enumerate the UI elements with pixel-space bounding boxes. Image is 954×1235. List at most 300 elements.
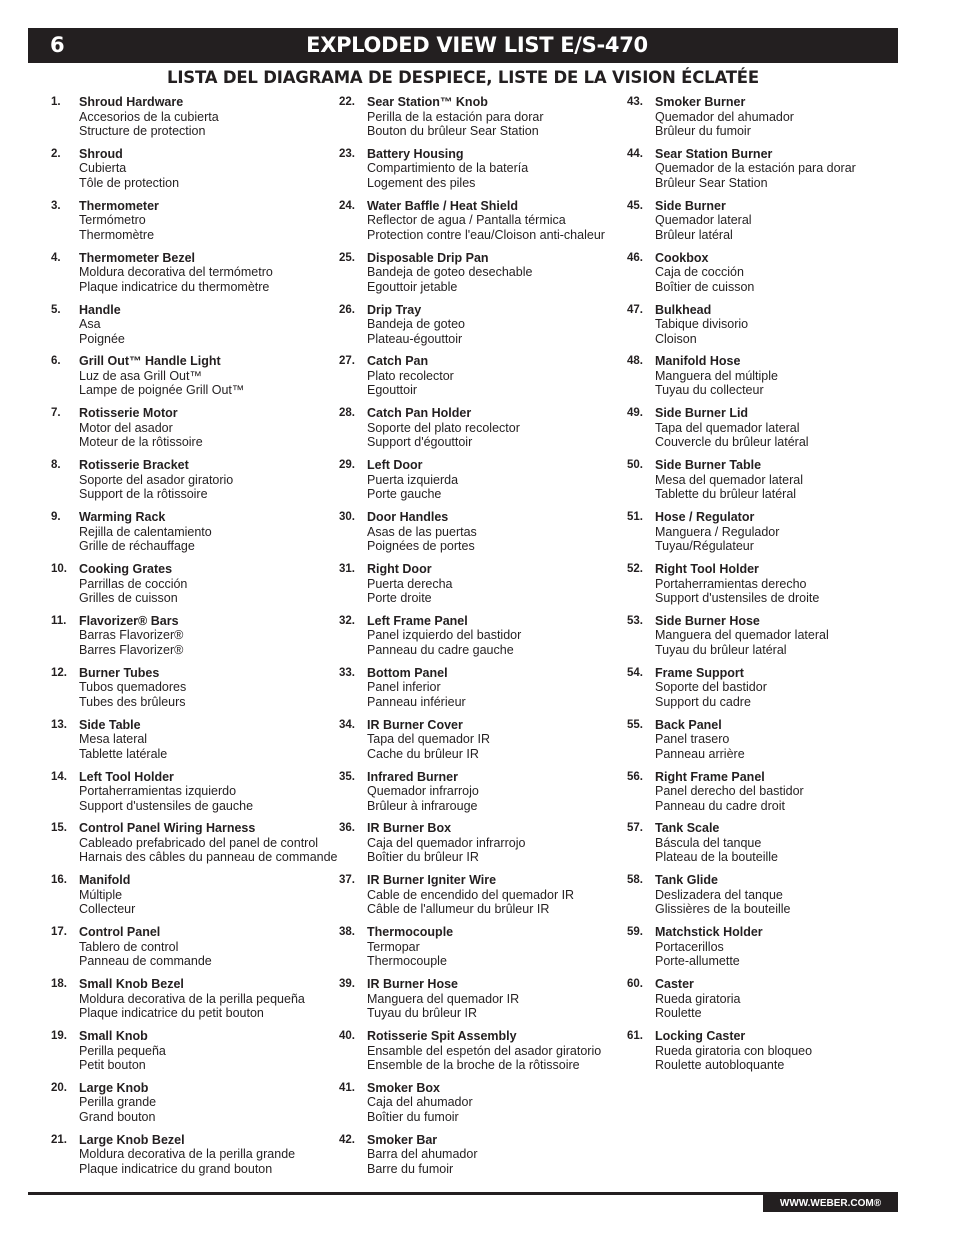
part-name-french: Panneau inférieur: [367, 694, 466, 709]
part-number: 18.: [51, 978, 67, 991]
part-names: [79, 406, 203, 450]
part-number: 5.: [51, 303, 61, 316]
part-name-english: Control Panel: [79, 925, 161, 940]
part-number: 44.: [627, 147, 643, 160]
part-name-english: Control Panel Wiring Harness: [79, 821, 256, 836]
part-names: [367, 666, 466, 710]
part-name-spanish: Soporte del plato recolector: [367, 420, 520, 435]
part-name-french: Support d'ustensiles de droite: [655, 591, 820, 606]
part-name-french: Egouttoir jetable: [367, 279, 458, 294]
part-names: [367, 1029, 601, 1073]
part-name-spanish: Tubos quemadores: [79, 680, 187, 695]
part-list-item: [51, 925, 336, 977]
part-list-item: [51, 458, 336, 510]
part-list-item: [51, 562, 336, 614]
part-names: [367, 199, 605, 243]
part-names: [367, 873, 574, 917]
part-list-item: [627, 510, 897, 562]
part-name-spanish: Cableado prefabricado del panel de control: [79, 835, 319, 850]
part-list-item: [51, 354, 336, 406]
part-number: 7.: [51, 407, 61, 420]
part-list-item: [51, 251, 336, 303]
part-name-english: Frame Support: [655, 665, 744, 680]
part-list-item: [339, 562, 624, 614]
part-number: 32.: [339, 614, 355, 627]
part-names: [79, 1081, 156, 1125]
part-name-spanish: Soporte del bastidor: [655, 680, 767, 695]
part-name-french: Porte gauche: [367, 487, 442, 502]
part-name-french: Support de la rôtissoire: [79, 487, 208, 502]
part-list-item: [627, 251, 897, 303]
part-list-item: [51, 770, 336, 822]
part-number: 52.: [627, 563, 643, 576]
part-list-item: [51, 1081, 336, 1133]
part-name-english: Bottom Panel: [367, 665, 448, 680]
part-number: 9.: [51, 511, 61, 524]
part-names: [367, 1133, 477, 1177]
part-name-french: Barre du fumoir: [367, 1161, 454, 1176]
part-list-item: [51, 718, 336, 770]
part-name-spanish: Bandeja de goteo desechable: [367, 265, 533, 280]
part-name-french: Plaque indicatrice du petit bouton: [79, 1006, 264, 1021]
part-number: 56.: [627, 770, 643, 783]
part-names: [655, 821, 778, 865]
part-name-french: Tablette du brûleur latéral: [655, 487, 797, 502]
part-name-spanish: Barra del ahumador: [367, 1147, 478, 1162]
part-names: [655, 1029, 812, 1073]
part-list-item: [339, 977, 624, 1029]
part-name-spanish: Puerta izquierda: [367, 472, 459, 487]
part-names: [367, 770, 479, 814]
part-name-english: Door Handles: [367, 510, 449, 525]
part-list-item: [339, 821, 624, 873]
part-name-spanish: Quemador de la estación para dorar: [655, 161, 856, 176]
part-name-english: Bulkhead: [655, 302, 712, 317]
part-name-french: Plateau de la bouteille: [655, 850, 779, 865]
part-name-spanish: Rejilla de calentamiento: [79, 524, 212, 539]
part-name-english: Sear Station Burner: [655, 146, 773, 161]
part-name-english: Small Knob: [79, 1029, 148, 1044]
part-name-spanish: Moldura decorativa de la perilla grande: [79, 1147, 296, 1162]
part-names: [79, 251, 273, 295]
part-list-item: [627, 406, 897, 458]
part-name-french: Barres Flavorizer®: [79, 642, 184, 657]
part-number: 38.: [339, 926, 355, 939]
part-name-spanish: Asas de las puertas: [367, 524, 477, 539]
part-list-item: [627, 821, 897, 873]
part-names: [367, 718, 490, 762]
part-name-french: Support du cadre: [655, 694, 751, 709]
part-name-english: Catch Pan Holder: [367, 406, 472, 421]
part-number: 36.: [339, 822, 355, 835]
part-name-spanish: Puerta derecha: [367, 576, 453, 591]
part-name-spanish: Caja del quemador infrarrojo: [367, 835, 526, 850]
part-name-english: Sear Station™ Knob: [367, 95, 488, 109]
part-name-french: Tablette latérale: [79, 746, 168, 761]
part-list-item: [627, 977, 897, 1029]
part-names: [79, 354, 244, 398]
part-name-french: Ensemble de la broche de la rôtissoire: [367, 1058, 580, 1073]
part-list-item: [51, 199, 336, 251]
part-list-item: [339, 147, 624, 199]
part-names: [655, 977, 740, 1021]
part-names: [655, 406, 809, 450]
part-name-english: Side Table: [79, 717, 141, 732]
part-name-english: IR Burner Cover: [367, 717, 463, 732]
part-list-item: [339, 666, 624, 718]
part-list-item: [339, 925, 624, 977]
part-list-item: [627, 303, 897, 355]
part-name-english: Tank Scale: [655, 821, 720, 836]
part-list-item: [51, 666, 336, 718]
part-name-english: Burner Tubes: [79, 665, 160, 680]
part-name-spanish: Perilla de la estación para dorar: [367, 109, 544, 124]
part-number: 1.: [51, 96, 61, 108]
part-name-french: Cloison: [655, 331, 697, 346]
part-names: [79, 95, 219, 139]
part-names: [79, 458, 233, 502]
part-list-item: [627, 770, 897, 822]
part-name-spanish: Manguera del quemador lateral: [655, 628, 829, 643]
part-list-item: [51, 873, 336, 925]
page-subtitle: LISTA DEL DIAGRAMA DE DESPIECE, LISTE DE LA VISION ÉCLATÉE: [167, 68, 759, 87]
part-name-french: Tuyau du collecteur: [655, 383, 764, 398]
part-name-english: Warming Rack: [79, 510, 166, 525]
parts-column-1: [51, 95, 336, 1185]
part-list-item: [51, 95, 336, 147]
part-name-french: Grilles de cuisson: [79, 591, 178, 606]
part-number: 14.: [51, 770, 67, 783]
page-number: 6: [50, 33, 65, 57]
part-name-french: Collecteur: [79, 902, 136, 917]
part-name-english: Left Door: [367, 458, 423, 473]
part-name-french: Bouton du brûleur Sear Station: [367, 124, 539, 138]
part-name-french: Support d'égouttoir: [367, 435, 473, 450]
part-number: 31.: [339, 563, 355, 576]
part-name-english: Drip Tray: [367, 302, 422, 317]
part-list-item: [627, 614, 897, 666]
part-name-french: Brûleur latéral: [655, 227, 733, 242]
part-number: 23.: [339, 147, 355, 160]
part-name-english: Left Frame Panel: [367, 613, 468, 628]
part-list-item: [339, 718, 624, 770]
part-name-spanish: Termopar: [367, 939, 420, 954]
part-number: 40.: [339, 1030, 355, 1043]
part-name-french: Grand bouton: [79, 1109, 156, 1124]
part-name-english: Tank Glide: [655, 873, 718, 888]
part-names: [655, 510, 779, 554]
part-name-english: Manifold Hose: [655, 354, 741, 369]
part-list-item: [627, 354, 897, 406]
part-name-english: Back Panel: [655, 717, 722, 732]
part-number: 33.: [339, 666, 355, 679]
part-name-french: Porte-allumette: [655, 954, 740, 969]
part-name-spanish: Tablero de control: [79, 939, 179, 954]
header-bar: [28, 28, 898, 63]
part-number: 6.: [51, 355, 61, 368]
part-name-english: Caster: [655, 977, 694, 992]
part-name-spanish: Luz de asa Grill Out™: [79, 368, 202, 383]
part-names: [655, 199, 752, 243]
part-name-french: Panneau arrière: [655, 746, 745, 761]
part-number: 13.: [51, 718, 67, 731]
parts-column-3: [627, 95, 897, 1081]
part-name-english: Matchstick Holder: [655, 925, 763, 940]
part-name-french: Boîtier de cuisson: [655, 279, 755, 294]
part-list-item: [51, 303, 336, 355]
part-list-item: [339, 1081, 624, 1133]
part-name-english: IR Burner Box: [367, 821, 452, 836]
part-name-english: Grill Out™ Handle Light: [79, 354, 221, 369]
part-name-english: Small Knob Bezel: [79, 977, 184, 992]
part-names: [79, 303, 125, 347]
part-names: [79, 666, 186, 710]
part-number: 27.: [339, 355, 355, 368]
part-name-english: Side Burner Lid: [655, 406, 749, 421]
part-number: 24.: [339, 199, 355, 212]
part-list-item: [627, 199, 897, 251]
part-name-english: Large Knob: [79, 1080, 149, 1095]
part-name-spanish: Rueda giratoria con bloqueo: [655, 1043, 813, 1058]
part-number: 37.: [339, 874, 355, 887]
part-list-item: [339, 458, 624, 510]
part-list-item: [339, 251, 624, 303]
part-list-item: [627, 147, 897, 199]
part-number: 3.: [51, 199, 61, 212]
part-names: [367, 406, 520, 450]
part-number: 53.: [627, 614, 643, 627]
part-names: [367, 821, 525, 865]
parts-column-2: [339, 95, 624, 1185]
part-list-item: [339, 614, 624, 666]
part-name-spanish: Báscula del tanque: [655, 835, 762, 850]
part-names: [79, 614, 183, 658]
part-names: [79, 1029, 166, 1073]
part-name-spanish: Termómetro: [79, 213, 146, 228]
part-names: [367, 1081, 473, 1125]
part-name-french: Egouttoir: [367, 383, 418, 398]
part-number: 20.: [51, 1081, 67, 1094]
part-list-item: [627, 1029, 897, 1081]
part-names: [79, 199, 159, 243]
part-name-english: Thermometer Bezel: [79, 250, 196, 265]
part-name-english: Rotisserie Motor: [79, 406, 178, 421]
part-name-spanish: Portaherramientas derecho: [655, 576, 807, 591]
part-name-spanish: Mesa del quemador lateral: [655, 472, 803, 487]
part-name-french: Tuyau du brûleur latéral: [655, 642, 787, 657]
part-number: 12.: [51, 666, 67, 679]
part-number: 19.: [51, 1030, 67, 1043]
part-list-item: [51, 821, 336, 873]
part-name-english: Right Door: [367, 562, 432, 577]
part-list-item: [627, 873, 897, 925]
part-list-item: [627, 925, 897, 977]
part-names: [367, 251, 532, 295]
part-name-french: Moteur de la rôtissoire: [79, 435, 203, 450]
part-names: [655, 562, 819, 606]
part-name-spanish: Perilla grande: [79, 1095, 157, 1110]
part-number: 16.: [51, 874, 67, 887]
part-name-spanish: Cable de encendido del quemador IR: [367, 887, 575, 902]
part-number: 30.: [339, 511, 355, 524]
part-name-english: Water Baffle / Heat Shield: [367, 198, 518, 213]
part-name-spanish: Asa: [79, 317, 101, 332]
part-name-english: IR Burner Igniter Wire: [367, 873, 497, 888]
part-name-french: Thermomètre: [79, 227, 155, 242]
part-name-spanish: Manguera del múltiple: [655, 368, 778, 383]
part-list-item: [51, 510, 336, 562]
part-names: [79, 1133, 295, 1177]
part-number: 8.: [51, 459, 61, 472]
part-number: 21.: [51, 1133, 67, 1146]
part-name-french: Boîtier du brûleur IR: [367, 850, 479, 865]
part-names: [367, 95, 544, 139]
part-name-french: Plaque indicatrice du grand bouton: [79, 1161, 273, 1176]
part-names: [79, 147, 179, 191]
part-name-spanish: Caja del ahumador: [367, 1095, 473, 1110]
part-list-item: [51, 614, 336, 666]
part-number: 57.: [627, 822, 643, 835]
part-names: [655, 354, 778, 398]
part-name-french: Porte droite: [367, 591, 432, 606]
part-number: 29.: [339, 459, 355, 472]
part-name-spanish: Barras Flavorizer®: [79, 628, 184, 643]
part-list-item: [51, 147, 336, 199]
part-name-spanish: Cubierta: [79, 161, 127, 176]
part-name-french: Thermocouple: [367, 954, 447, 969]
part-name-spanish: Tapa del quemador lateral: [655, 420, 800, 435]
part-name-french: Petit bouton: [79, 1058, 146, 1073]
part-number: 28.: [339, 407, 355, 420]
part-number: 55.: [627, 718, 643, 731]
part-list-item: [339, 95, 624, 147]
part-list-item: [51, 1133, 336, 1185]
part-name-spanish: Perilla pequeña: [79, 1043, 166, 1058]
part-list-item: [627, 666, 897, 718]
part-name-french: Grille de réchauffage: [79, 539, 195, 554]
part-number: 49.: [627, 407, 643, 420]
part-names: [655, 95, 794, 139]
part-name-spanish: Deslizadera del tanque: [655, 887, 783, 902]
part-name-english: Catch Pan: [367, 354, 429, 369]
part-name-french: Couvercle du brûleur latéral: [655, 435, 809, 450]
part-name-english: Manifold: [79, 873, 131, 888]
part-name-english: Right Frame Panel: [655, 769, 765, 784]
part-name-spanish: Tapa del quemador IR: [367, 732, 490, 747]
part-name-spanish: Tabique divisorio: [655, 317, 749, 332]
part-names: [79, 562, 187, 606]
part-names: [79, 718, 167, 762]
part-name-french: Tuyau/Régulateur: [655, 539, 754, 554]
part-list-item: [339, 199, 624, 251]
part-name-spanish: Caja de cocción: [655, 265, 744, 280]
part-name-english: Rotisserie Spit Assembly: [367, 1029, 517, 1044]
part-name-spanish: Quemador lateral: [655, 213, 752, 228]
part-name-english: Battery Housing: [367, 146, 464, 161]
part-name-english: Side Burner Hose: [655, 613, 760, 628]
part-names: [655, 925, 763, 969]
part-name-spanish: Rueda giratoria: [655, 991, 741, 1006]
part-name-french: Brûleur du fumoir: [655, 124, 751, 138]
part-list-item: [51, 1029, 336, 1081]
part-list-item: [339, 1029, 624, 1081]
part-name-english: Smoker Box: [367, 1080, 440, 1095]
part-list-item: [627, 95, 897, 147]
part-number: 48.: [627, 355, 643, 368]
part-name-spanish: Plato recolector: [367, 368, 454, 383]
part-names: [655, 303, 748, 347]
part-list-item: [627, 562, 897, 614]
part-name-english: Handle: [79, 302, 121, 317]
part-names: [79, 977, 305, 1021]
part-names: [79, 873, 135, 917]
part-names: [655, 458, 803, 502]
footer-website: WWW.WEBER.COM®: [763, 1195, 898, 1212]
part-name-spanish: Panel derecho del bastidor: [655, 784, 804, 799]
part-name-spanish: Panel trasero: [655, 732, 730, 747]
part-number: 17.: [51, 926, 67, 939]
part-name-french: Logement des piles: [367, 175, 476, 190]
part-names: [655, 147, 856, 191]
part-name-french: Lampe de poignée Grill Out™: [79, 383, 245, 398]
part-names: [367, 147, 528, 191]
part-name-english: Shroud: [79, 146, 123, 161]
part-number: 2.: [51, 147, 61, 160]
part-name-french: Panneau du cadre gauche: [367, 642, 514, 657]
part-names: [655, 666, 767, 710]
part-name-english: Hose / Regulator: [655, 510, 755, 525]
part-number: 34.: [339, 718, 355, 731]
part-names: [655, 873, 791, 917]
part-name-spanish: Ensamble del espetón del asador giratorio: [367, 1043, 602, 1058]
part-name-english: Shroud Hardware: [79, 95, 184, 109]
part-number: 15.: [51, 822, 67, 835]
part-number: 4.: [51, 251, 61, 264]
part-name-english: Right Tool Holder: [655, 562, 759, 577]
part-name-french: Poignée: [79, 331, 125, 346]
part-name-english: Smoker Bar: [367, 1132, 438, 1147]
part-number: 45.: [627, 199, 643, 212]
part-name-english: Large Knob Bezel: [79, 1132, 185, 1147]
part-name-french: Câble de l'allumeur du brûleur IR: [367, 902, 550, 917]
part-name-english: IR Burner Hose: [367, 977, 458, 992]
part-name-english: Smoker Burner: [655, 95, 746, 109]
part-list-item: [339, 303, 624, 355]
page-title: EXPLODED VIEW LIST E/S-470: [306, 33, 648, 57]
part-list-item: [339, 354, 624, 406]
part-name-french: Support d'ustensiles de gauche: [79, 798, 254, 813]
part-number: 35.: [339, 770, 355, 783]
part-list-item: [51, 977, 336, 1029]
part-number: 39.: [339, 978, 355, 991]
part-name-french: Cache du brûleur IR: [367, 746, 479, 761]
part-name-french: Tôle de protection: [79, 175, 180, 190]
part-number: 60.: [627, 978, 643, 991]
part-number: 46.: [627, 251, 643, 264]
part-number: 11.: [51, 614, 67, 627]
part-number: 54.: [627, 666, 643, 679]
part-name-spanish: Portaherramientas izquierdo: [79, 784, 237, 799]
part-number: 41.: [339, 1081, 355, 1094]
part-name-spanish: Reflector de agua / Pantalla térmica: [367, 213, 566, 228]
part-name-spanish: Quemador del ahumador: [655, 109, 794, 124]
part-number: 25.: [339, 251, 355, 264]
part-name-english: Flavorizer® Bars: [79, 613, 179, 628]
part-name-english: Cooking Grates: [79, 562, 173, 577]
part-name-french: Harnais des câbles du panneau de commande: [79, 850, 338, 865]
part-list-item: [339, 873, 624, 925]
part-number: 10.: [51, 563, 67, 576]
